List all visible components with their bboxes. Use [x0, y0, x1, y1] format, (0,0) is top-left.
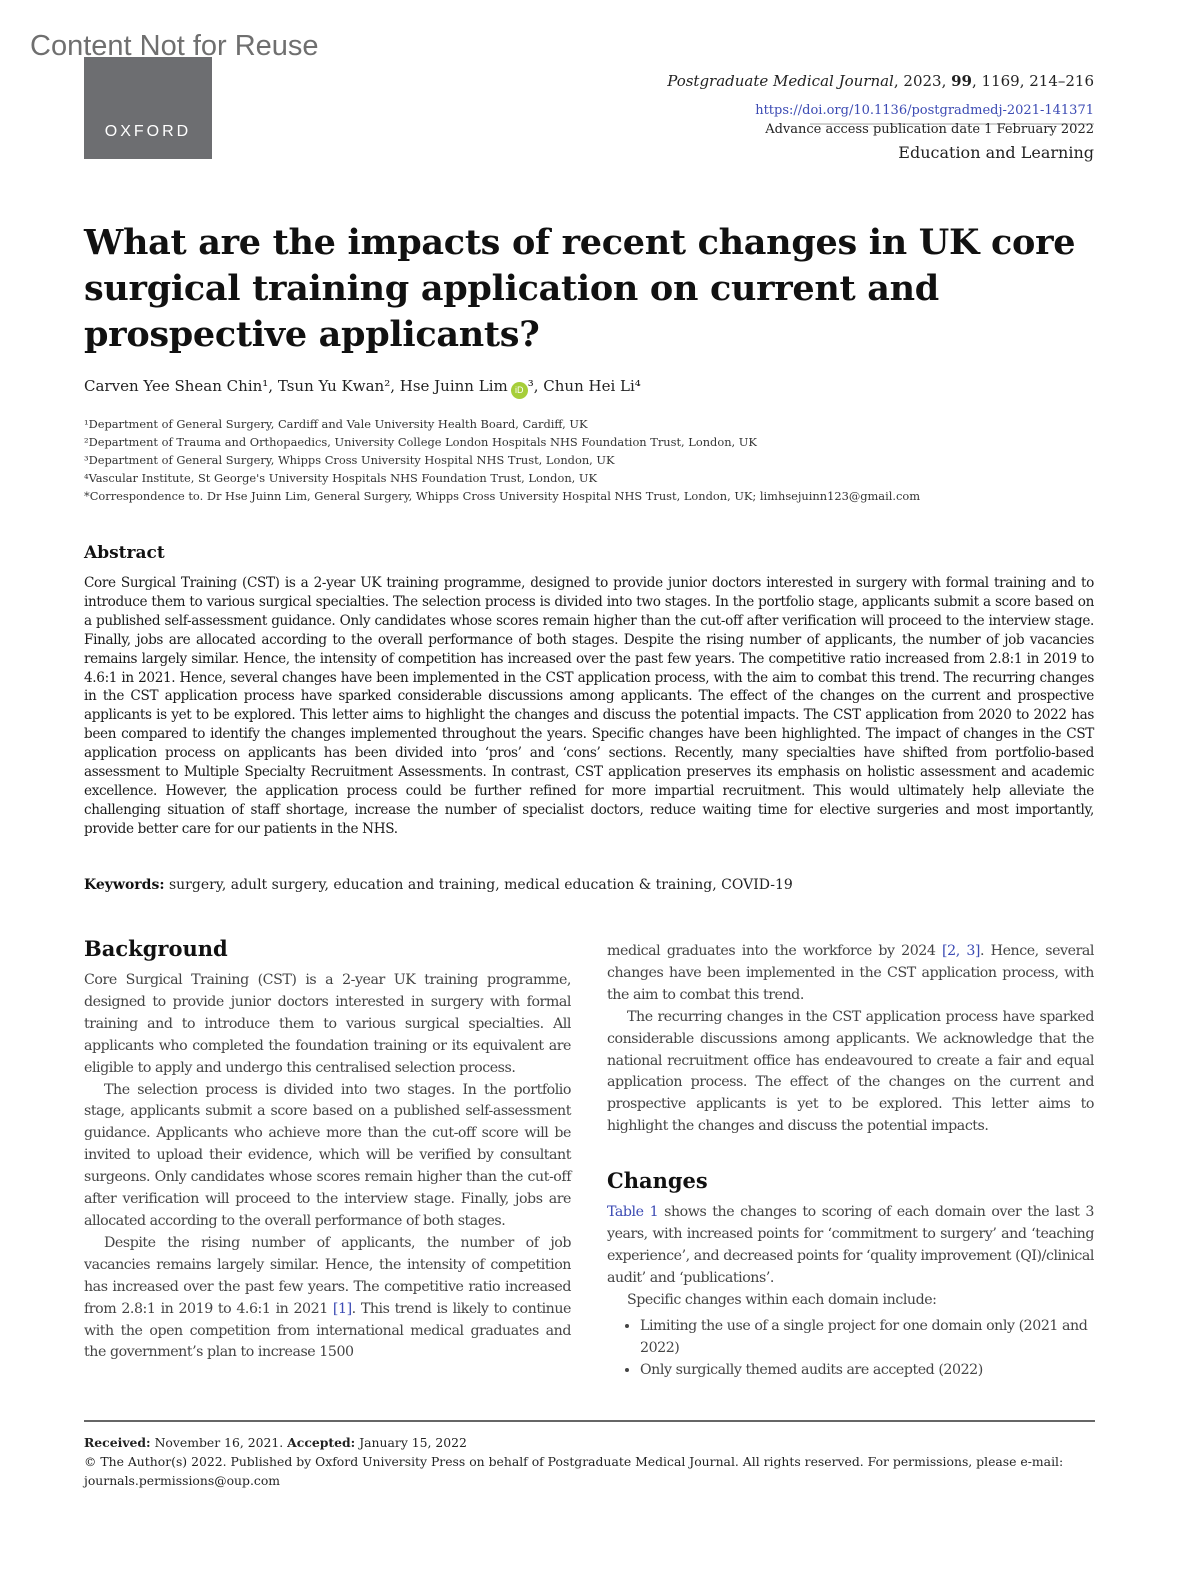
- changes-heading: Changes: [607, 1168, 708, 1194]
- affiliation-1: ¹Department of General Surgery, Cardiff and Vale University Health Board, Cardiff, UK: [84, 417, 588, 431]
- keywords: [84, 877, 793, 893]
- table-1-link[interactable]: Table 1: [607, 1204, 659, 1221]
- list-item: • Only surgically themed audits are accepted (2022): [640, 1360, 1094, 1382]
- received-date: November 16, 2021.: [150, 1435, 288, 1450]
- affiliation-4: ⁴Vascular Institute, St George's University Hospitals NHS Foundation Trust, London, UK: [84, 471, 598, 485]
- reference-link[interactable]: [2, 3]: [942, 943, 981, 959]
- paragraph-text: . This trend is likely to continue with the open competition from international medical graduates and the government’s plan to increase 1500: [84, 1300, 571, 1361]
- article-title: What are the impacts of recent changes in UK core surgical training application on current and prospective applicants?: [84, 222, 1076, 355]
- changes-list: [607, 1316, 1094, 1382]
- changes-paragraph-1: [607, 1202, 1094, 1290]
- journal-name: Postgraduate Medical Journal: [667, 72, 894, 90]
- affiliations: [84, 415, 920, 505]
- abstract-text: Core Surgical Training (CST) is a 2-year UK training programme, designed to provide junior doctors interested in surgery with formal training and to introduce them to various surgical specialties. The selection process is divided into two stages. In the portfolio stage, applicants submit a score based on a published self-assessment guidance. Only candidates whose scores remain higher than the cut-off after verification will proceed to the interview stage. Finally, jobs are allocated according to the overall performance of both stages. Despite the rising number of applicants, the number of job vacancies remains largely similar. Hence, the intensity of competition has increased over the past few years. The competitive ratio increased from 2.8:1 in 2019 to 4.6:1 in 2021. Hence, several changes have been implemented in the CST application process, with the aim to combat this trend. The recurring changes in the CST application process have sparked considerable discussions among applicants. The effect of the changes on the current and prospective applicants is yet to be explored. This letter aims to highlight the changes and discuss the potential impacts. The CST application from 2020 to 2022 has been compared to identify the changes implemented throughout the years. Specific changes have been highlighted. The impact of changes in the CST application process on applicants has been divided into ‘pros’ and ‘cons’ sections. Recently, many specialties have shifted from portfolio-based assessment to Multiple Specialty Recruitment Assessments. In contrast, CST application preserves its emphasis on holistic assessment and academic excellence. However, the application process could be further refined for more impartial recruitment. This would ultimately help alleviate the challenging situation of staff shortage, increase the number of specialist doctors, reduce waiting time for elective surgeries and most importantly, provide better care for our patients in the NHS.: [84, 575, 1094, 837]
- right-column: [607, 941, 1094, 1381]
- copyright-notice: © The Author(s) 2022. Published by Oxford University Press on behalf of Postgraduate Medical Journal. All rights reserved. For permissions, please e-mail: journals.permissions@oup.com: [84, 1454, 1064, 1488]
- author-list: [84, 377, 641, 399]
- footer: [84, 1433, 1094, 1490]
- journal-issue-pages: , 1169, 214–216: [971, 72, 1094, 90]
- list-item: • Limiting the use of a single project for one domain only (2021 and 2022): [640, 1316, 1094, 1360]
- background-paragraph-4: [607, 941, 1094, 1007]
- paragraph-text: medical graduates into the workforce by 2024: [607, 943, 943, 959]
- accepted-date: January 15, 2022: [355, 1435, 467, 1450]
- authors-text: Carven Yee Shean Chin¹, Tsun Yu Kwan², Hse Juinn Lim: [84, 377, 508, 395]
- logo-text: OXFORD: [104, 123, 192, 140]
- abstract-heading: Abstract: [84, 543, 165, 563]
- affiliation-2: ²Department of Trauma and Orthopaedics, University College London Hospitals NHS Foundation Trust, London, UK: [84, 435, 757, 449]
- affiliation-3: ³Department of General Surgery, Whipps Cross University Hospital NHS Trust, London, UK: [84, 453, 615, 467]
- journal-year: , 2023,: [893, 72, 952, 90]
- correspondence: *Correspondence to. Dr Hse Juinn Lim, General Surgery, Whipps Cross University Hospital NHS Trust, London, UK; limhsejuinn123@gmail.com: [84, 489, 921, 503]
- journal-citation: [667, 72, 1094, 90]
- accepted-label: Accepted:: [287, 1435, 356, 1450]
- changes-paragraph-2: Specific changes within each domain include:: [627, 1291, 937, 1308]
- watermark-text: Content Not for Reuse: [30, 30, 319, 62]
- background-paragraph-3: [84, 1233, 571, 1364]
- journal-volume: 99: [951, 72, 972, 90]
- footer-divider: [84, 1420, 1095, 1422]
- doi-link[interactable]: https://doi.org/10.1136/postgradmedj-2021-141371: [755, 103, 1094, 118]
- background-paragraph-5: The recurring changes in the CST application process have sparked considerable discussions among applicants. We acknowledge that the national recruitment office has endeavoured to create a fair and equal application process. The effect of the changes on the current and prospective applicants is yet to be explored. This letter aims to highlight the changes and discuss the potential impacts.: [607, 1008, 1094, 1135]
- orcid-icon[interactable]: iD: [511, 382, 528, 399]
- reference-link[interactable]: [1]: [332, 1300, 352, 1317]
- advance-access-date: Advance access publication date 1 February 2022: [765, 122, 1094, 137]
- paragraph-text: shows the changes to scoring of each domain over the last 3 years, with increased points for ‘commitment to surgery’ and ‘teaching experience’, and decreased points for ‘quality improvement (QI)/clinical audit’ and ‘publications’.: [607, 1204, 1094, 1286]
- authors-text-end: ³, Chun Hei Li⁴: [527, 377, 641, 395]
- received-accepted: [84, 1433, 1094, 1452]
- received-label: Received:: [84, 1435, 151, 1450]
- article-section: Education and Learning: [898, 143, 1094, 162]
- keywords-text: surgery, adult surgery, education and training, medical education & training, COVID-19: [164, 877, 793, 893]
- keywords-label: Keywords:: [84, 877, 165, 893]
- paragraph-text: Despite the rising number of applicants, the number of job vacancies remains largely similar. Hence, the intensity of competition has increased over the past few years. The competitive ratio increased from 2.8:1 in 2019 to 4.6:1 in 2021: [84, 1234, 571, 1317]
- background-paragraph-2: The selection process is divided into two stages. In the portfolio stage, applicants submit a score based on a published self-assessment guidance. Applicants who achieve more than the cut-off score will be invited to upload their evidence, which will be verified by consultant surgeons. Only candidates whose scores remain higher than the cut-off after verification will proceed to the interview stage. Finally, jobs are allocated according to the overall performance of both stages.: [84, 1081, 571, 1229]
- left-column: [84, 936, 571, 1364]
- background-heading: Background: [84, 936, 228, 961]
- paragraph-text: . Hence, several changes have been implemented in the CST application process, with the aim to combat this trend.: [607, 943, 1094, 1003]
- oxford-logo: [84, 57, 212, 159]
- background-paragraph-1: Core Surgical Training (CST) is a 2-year UK training programme, designed to provide junior doctors interested in surgery with formal training and to introduce them to various surgical specialties. All applicants who completed the foundation training or its equivalent are eligible to apply and undergo this centralised selection process.: [84, 972, 571, 1076]
